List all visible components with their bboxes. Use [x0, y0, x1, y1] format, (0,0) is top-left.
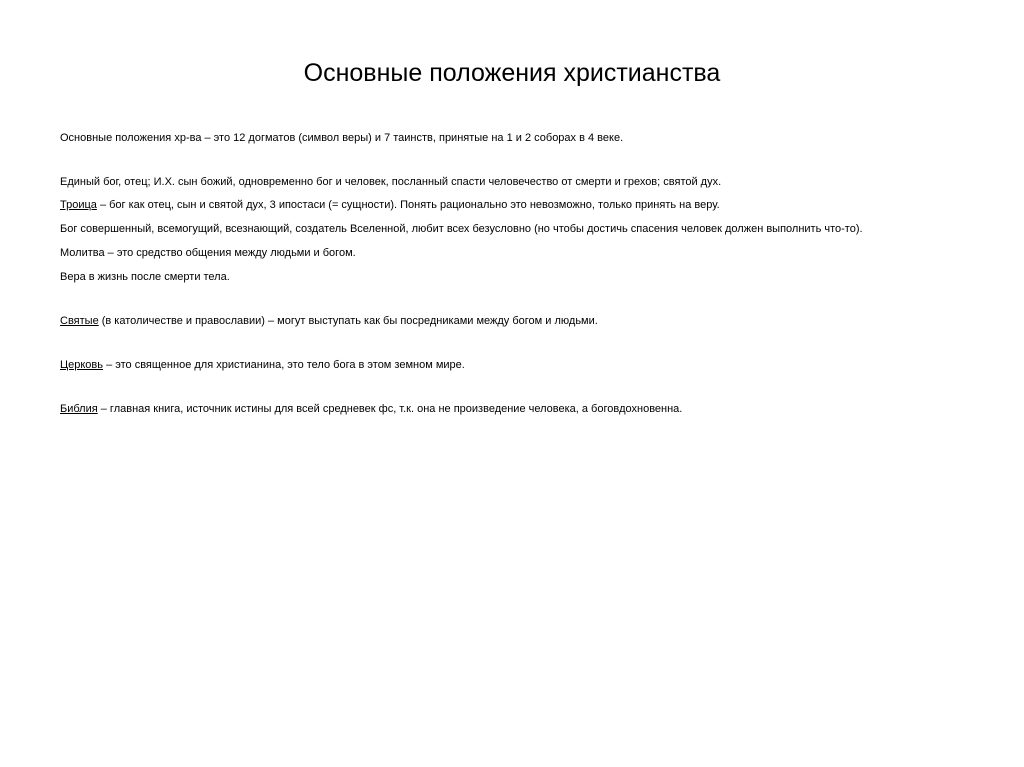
paragraph-text: – главная книга, источник истины для всей средневек фс, т.к. она не произведение человека, а боговдохновенна. — [97, 403, 683, 415]
paragraph-intro — [60, 131, 623, 145]
term-church: Церковь — [60, 359, 104, 371]
paragraph-text: Вера в жизнь после смерти тела. — [60, 271, 230, 283]
paragraph-text: Основные положения хр-ва – это 12 догматов (символ веры) и 7 таинств, принятые на 1 и 2 соборах в 4 веке. — [60, 132, 624, 144]
paragraph-bible — [60, 402, 682, 416]
term-bible: Библия — [60, 403, 98, 415]
paragraph-prayer — [60, 246, 356, 260]
paragraph-text: (в католичестве и православии) – могут выступать как бы посредниками между богом и людьми. — [98, 315, 598, 327]
paragraph-church — [60, 358, 465, 372]
paragraph-trinity — [60, 198, 720, 212]
paragraph-perfect-god — [60, 222, 863, 236]
term-saints: Святые — [60, 315, 99, 327]
paragraph-afterlife — [60, 270, 230, 284]
paragraph-text: Молитва – это средство общения между людьми и богом. — [60, 247, 356, 259]
paragraph-god — [60, 175, 721, 189]
paragraph-text: – это священное для христианина, это тело бога в этом земном мире. — [103, 359, 465, 371]
paragraph-text: Единый бог, отец; И.Х. сын божий, одновременно бог и человек, посланный спасти человечество от смерти и грехов; святой дух. — [60, 176, 722, 188]
paragraph-text: Бог совершенный, всемогущий, всезнающий, создатель Вселенной, любит всех безусловно (но чтобы достичь спасения человек должен выполнить что-то). — [60, 223, 863, 235]
term-trinity: Троица — [60, 199, 97, 211]
slide-title: Основные положения христианства — [303, 59, 721, 87]
paragraph-text: – бог как отец, сын и святой дух, 3 ипостаси (= сущности). Понять рационально это невозможно, только принять на веру. — [96, 199, 720, 211]
paragraph-saints — [60, 314, 598, 328]
